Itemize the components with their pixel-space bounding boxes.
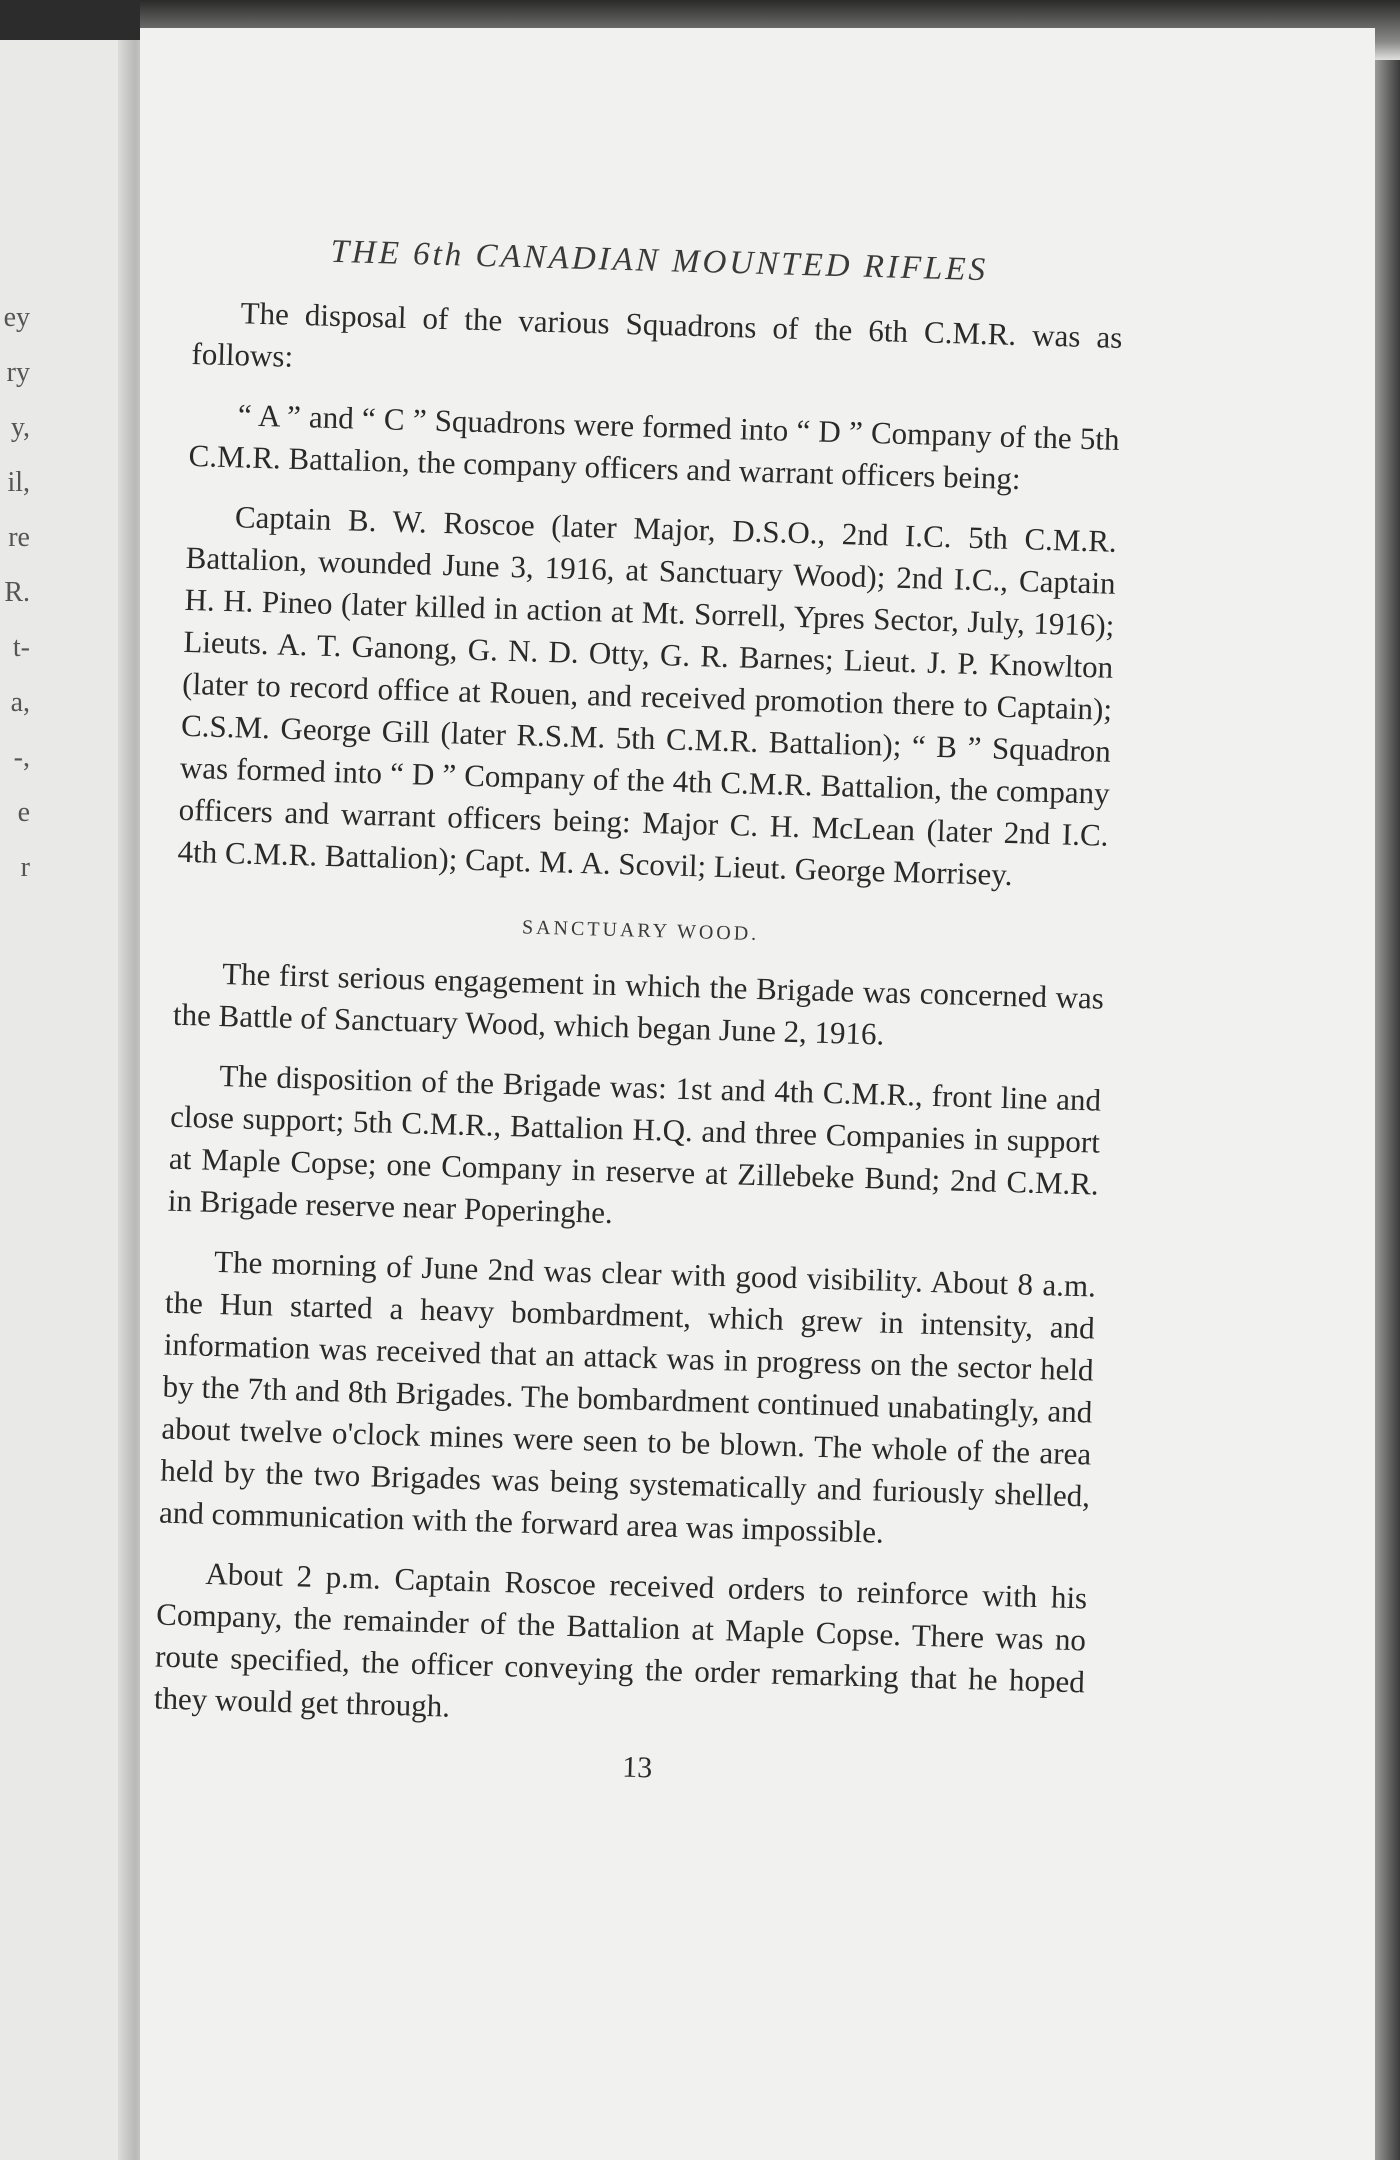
paragraph: The first serious engagement in which the Brigade was concerned was the Battle of Sanctuary Wood, which began June 2, 1916. [172,956,1105,1052]
paragraph: “ A ” and “ C ” Squadrons were formed into “ D ” Company of the 5th C.M.R. Battalion, the company officers and warrant officers being: [188,397,1121,497]
left-fragment: a, [10,687,30,718]
paragraph: The disposition of the Brigade was: 1st and 4th C.M.R., front line and close support; 5th C.M.R., Battalion H.Q. and three Companies in support at Maple Copse; one Company in reserve at Zillebeke Bund; 2nd C.M.R. in Brigade reserve near Poperinghe. [167,1058,1102,1231]
section-heading: SANCTUARY WOOD. [521,916,760,946]
left-fragment: -, [13,742,30,773]
paragraph: The morning of June 2nd was clear with good visibility. About 8 a.m. the Hun started a heavy bombardment, which grew in intensity, and information was received that an attack was in progress on the sector held by the 7th and 8th Brigades. The bombardment continued unabatingly, and about twelve o'clock mines were seen to be blown. The whole of the area held by the two Brigades was being systematically and furiously shelled, and communication with the forward area was impossible. [158,1243,1097,1550]
page-number: 13 [621,1750,653,1785]
left-fragment: ey [3,302,30,333]
left-fragment: y, [10,412,30,443]
paragraph: The disposal of the various Squadrons of the 6th C.M.R. was as follows: [191,295,1123,374]
left-fragment: re [8,522,30,553]
left-page-text-fragments [0,290,30,895]
left-fragment: R. [4,577,30,608]
left-fragment: e [17,797,30,828]
page-edge [1375,60,1400,2160]
left-fragment: ry [6,357,30,388]
running-head: THE 6th CANADIAN MOUNTED RIFLES [330,233,989,289]
left-fragment: r [20,852,30,883]
paragraph: About 2 p.m. Captain Roscoe received orders to reinforce with his Company, the remainder of the Battalion at Maple Copse. There was no route specified, the officer conveying the order remarking that he hoped they would get through. [153,1555,1088,1724]
left-fragment: t- [12,632,30,663]
page-content [152,230,1125,1797]
paragraph: Captain B. W. Roscoe (later Major, D.S.O., 2nd I.C. 5th C.M.R. Battalion, wounded June 3, 1916, at Sanctuary Wood); 2nd I.C., Captain H. H. Pineo (later killed in action at Mt. Sorrell, Ypres Sector, July, 1916); Lieuts. A. T. Ganong, G. N. D. Otty, G. R. Barnes; Lieut. J. P. Knowlton (later to record office at Rouen, and received promotion there to Captain); C.S.M. George Gill (later R.S.M. 5th C.M.R. Battalion); “ B ” Squadron was formed into “ D ” Company of the 4th C.M.R. Battalion, the company officers and warrant officers being: Major C. H. McLean (later 2nd I.C. 4th C.M.R. Battalion); Capt. M. A. Scovil; Lieut. George Morrisey. [177,499,1118,893]
left-fragment: il, [7,467,30,498]
